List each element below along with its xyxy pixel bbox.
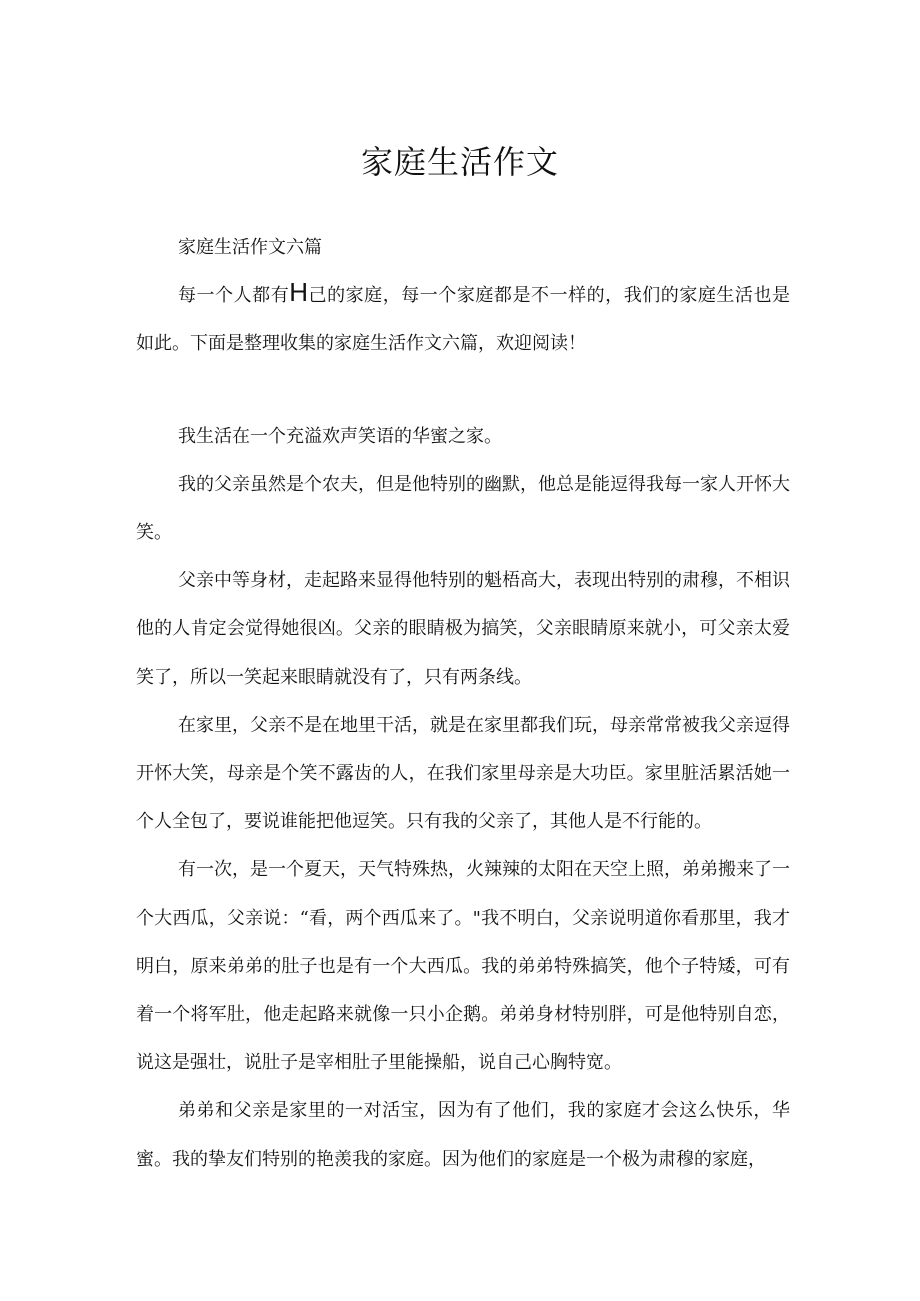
paragraph-4: 在家里，父亲不是在地里干活，就是在家里都我们玩，母亲常常被我父亲逗得开怀大笑，母亲是个笑不露齿的人，在我们家里母亲是大功臣。家里脏活累活她一个人全包了，要说谁能把他逗笑。只有我的父亲了，其他人是不行能的。	[136, 714, 790, 833]
paragraph-1: 我生活在一个充溢欢声笑语的华蜜之家。	[178, 425, 502, 447]
paragraph-3: 父亲中等身材，走起路来显得他特别的魁梧高大，表现出特别的肃穆，不相识他的人肯定会觉得她很凶。父亲的眼睛极为搞笑，父亲眼睛原来就小，可父亲太爱笑了，所以一笑起来眼睛就没有了，只有两条线。	[136, 570, 790, 688]
paragraph-6: 弟弟和父亲是家里的一对活宝，因为有了他们，我的家庭才会这么快乐，华蜜。我的挚友们特别的艳羡我的家庭。因为他们的家庭是一个极为肃穆的家庭，	[136, 1100, 790, 1170]
intro-text-end: 己的家庭，每一个家庭都是不一样的，我们的家庭生活也是如此。下面是整理收集的家庭生活作文六篇，欢迎阅读！	[136, 285, 791, 355]
paragraph-5: 有一次，是一个夏天，天气特殊热，火辣辣的太阳在天空上照，弟弟搬来了一个大西瓜，父亲说：“看，两个西瓜来了。"我不明白，父亲说明道你看那里，我才明白，原来弟弟的肚子也是有一个大西瓜。我的弟弟特殊搞笑，他个子特矮，可有着一个将军肚，他走起路来就像一只小企鹅。弟弟身材特别胖，可是他特别自恋，说这是强壮，说肚子是宰相肚子里能操船，说自己心胸特宽。	[136, 859, 790, 1074]
document-title: 家庭生活作文	[360, 143, 559, 181]
intro-paragraph	[136, 272, 790, 368]
intro-text-start: 每一个人都有	[178, 285, 290, 307]
paragraph-gap	[136, 369, 790, 413]
paragraph-2: 我的父亲虽然是个农夫，但是他特别的幽默，他总是能逗得我每一家人开怀大笑。	[136, 473, 790, 544]
document-subtitle: 家庭生活作文六篇	[178, 237, 322, 258]
document-body	[136, 224, 790, 1184]
intro-h-glyph: H	[289, 277, 309, 308]
